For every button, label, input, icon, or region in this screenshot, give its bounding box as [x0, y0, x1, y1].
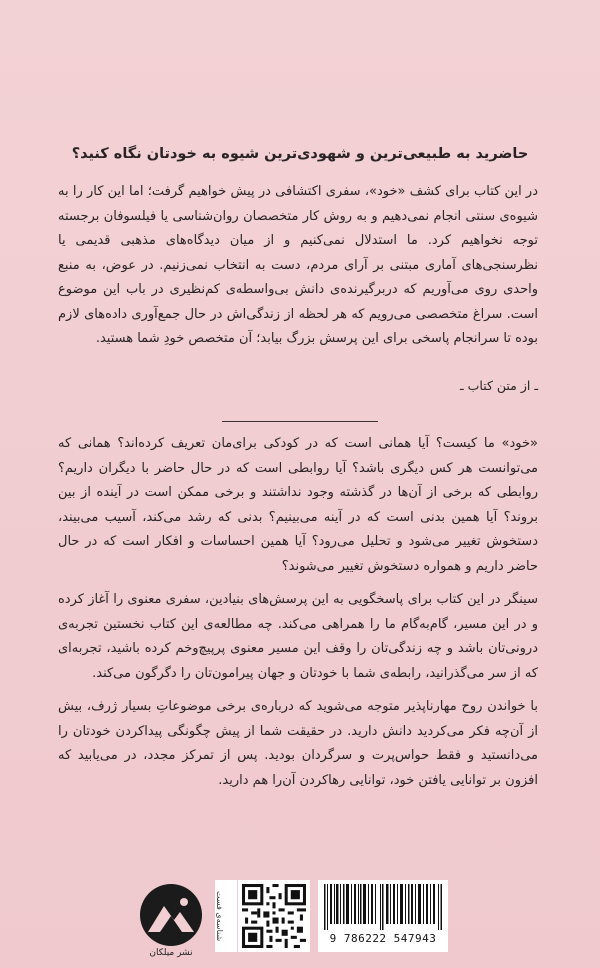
qr-code [238, 880, 310, 952]
barcode-number: 9 786222 547943 [329, 932, 437, 945]
excerpt-paragraph: در این کتاب برای کشف «خود»، سفری اکتشافی در پیش خواهیم گرفت؛ اما این کار را به شیوه‌ی سنتی انجام نمی‌دهیم و به روش کار متخصصان روان‌شناسی یا فیلسوفان برجسته توجه نخواهیم کرد. ما استدلال نمی‌کنیم و از میان دیدگاه‌های مذهبی قدیمی یا نظرسنجی‌های آماری مبتنی بر آرای مردم، دست به انتخاب نمی‌زنیم. در عوض، به منبع واحدی روی می‌آوریم که دربرگیرنده‌ی دانش بی‌واسطه‌ی کم‌نظیری در باب این موضوع است. سراغ متخصصی می‌رویم که هر لحظه از زندگی‌اش در حال جمع‌آوری داده‌های لازم بوده تا سرانجام پاسخی برای این پرسش بزرگ بیابد؛ آن متخصص خودِ شما هستید. [58, 184, 538, 346]
excerpt-source: ـ از متن کتاب ـ [459, 378, 538, 393]
qr-caption: شناسه‌ی فست [215, 890, 224, 942]
barcode-panel [318, 880, 448, 952]
questions-paragraph: «خود» ما کیست؟ آیا همانی است که در کودکی برای‌مان تعریف کرده‌اند؟ همانی که می‌توانست هر کس دیگری باشد؟ آیا روابطی است که در حال حاضر با دیگران داریم؟ روابطی که برخی از آن‌ها در گذشته وجود نداشتند و برخی ممکن است در آینده از بین بروند؟ آیا همین بدنی است که در آینه می‌بینیم؟ بدنی که رشد می‌کند، آسیب می‌بیند، دستخوش تغییر می‌شود و تحلیل می‌رود؟ آیا همین احساسات و افکار است که در حال حاضر داریم و همواره دستخوش تغییر می‌شوند؟ [58, 436, 538, 574]
barcode [322, 884, 444, 930]
qr-code-icon [242, 884, 306, 948]
section-divider [222, 421, 378, 422]
qr-caption-strip [215, 880, 237, 952]
closing-paragraph: با خواندن روح مهارناپذیر متوجه می‌شوید که درباره‌ی برخی موضوعاتِ بسیار ژرف، بیش از آن‌چه فکر می‌کردید دانش دارید. در حقیقت شما از پیش چگونگی پیداکردن خودتان را می‌دانستید و فقط حواس‌پرت و سرگردان بودید. پس از تمرکز مجدد، در می‌یابید که افزون بر توانایی یافتن خود، توانایی رهاکردن آن‌را هم دارید. [58, 699, 538, 788]
publisher-logo-mark [140, 884, 202, 946]
mountain-icon [140, 884, 202, 946]
description-paragraph: سینگر در این کتاب برای پاسخگویی به این پرسش‌های بنیادین، سفری معنوی را آغاز کرده و در این مسیر، گام‌به‌گام ما را همراهی می‌کند. چه مطالعه‌ی این کتاب نخستین تجربه‌ی درونی‌تان باشد و چه زندگی‌تان را وقف این مسیر معنوی پرپیچ‌وخم کرده باشید، تجربه‌ای که از سر می‌گذرانید، رابطه‌ی شما با خودتان و جهان پیرامون‌تان را دگرگون می‌کند. [58, 592, 538, 681]
publisher-name: نشر میلکان [149, 948, 193, 958]
headline: حاضرید به طبیعی‌ترین و شهودی‌ترین شیوه به خودتان نگاه کنید؟ [71, 146, 529, 162]
